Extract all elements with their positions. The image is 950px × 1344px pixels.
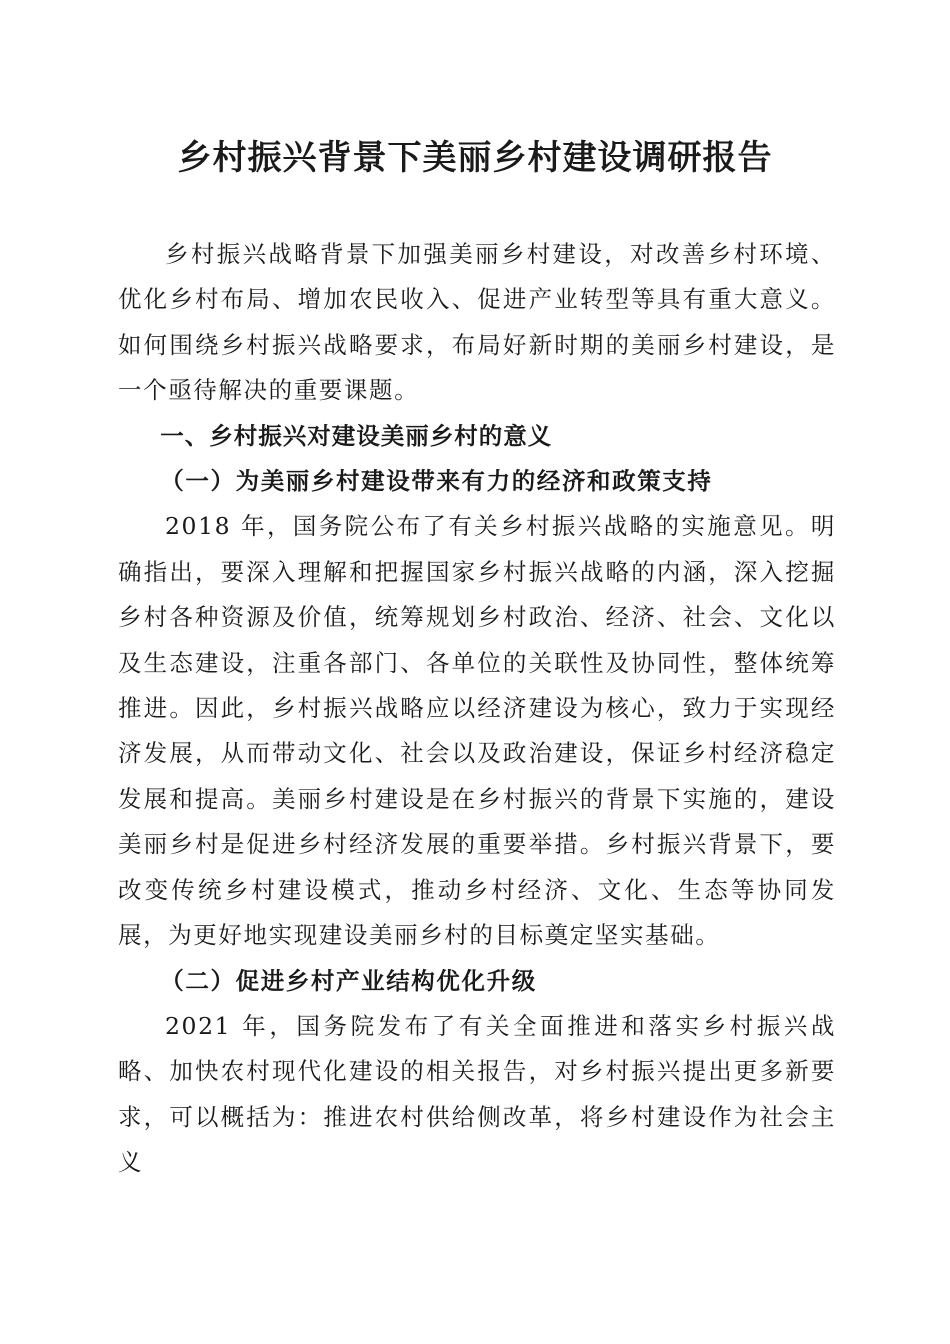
- subsection-1-paragraph: 2018 年，国务院公布了有关乡村振兴战略的实施意见。明确指出，要深入理解和把握国家乡村振兴战略的内涵，深入挖掘乡村各种资源及价值，统筹规划乡村政治、经济、社会、文化以及生态建设，注重各部门、各单位的关联性及协同性，整体统筹推进。因此，乡村振兴战略应以经济建设为核心，致力于实现经济发展，从而带动文化、社会以及政治建设，保证乡村经济稳定发展和提高。美丽乡村建设是在乡村振兴的背景下实施的，建设美丽乡村是促进乡村经济发展的重要举措。乡村振兴背景下，要改变传统乡村建设模式，推动乡村经济、文化、生态等协同发展，为更好地实现建设美丽乡村的目标奠定坚实基础。: [118, 512, 836, 950]
- subsection-2-paragraph: 2021 年，国务院发布了有关全面推进和落实乡村振兴战略、加快农村现代化建设的相关报告，对乡村振兴提出更多新要求，可以概括为：推进农村供给侧改革，将乡村建设作为社会主义: [118, 1011, 836, 1177]
- intro-paragraph: 乡村振兴战略背景下加强美丽乡村建设，对改善乡村环境、优化乡村布局、增加农民收入、促进产业转型等具有重大意义。如何围绕乡村振兴战略要求，布局好新时期的美丽乡村建设，是一个亟待解决的重要课题。: [118, 240, 836, 405]
- subsection-heading-2: （二）促进乡村产业结构优化升级: [160, 966, 537, 995]
- document-body: [118, 232, 836, 1186]
- subsection-heading-1: （一）为美丽乡村建设带来有力的经济和政策支持: [160, 467, 713, 496]
- section-heading-1: 一、乡村振兴对建设美丽乡村的意义: [160, 421, 553, 450]
- document-title: 乡村振兴背景下美丽乡村建设调研报告: [177, 138, 773, 178]
